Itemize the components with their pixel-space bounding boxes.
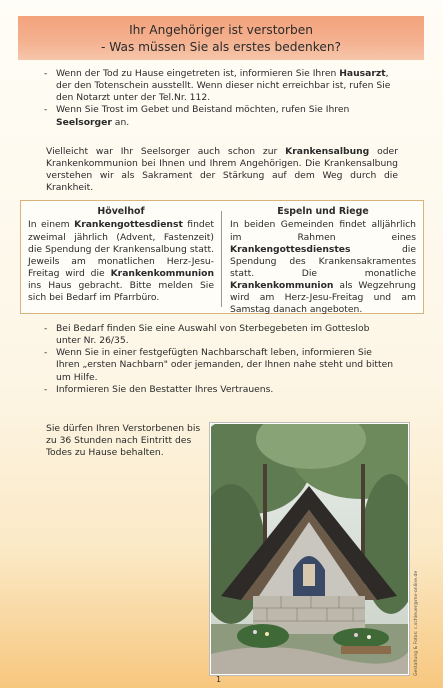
chapel-illustration: [211, 424, 408, 674]
parish-info-box: [20, 200, 424, 314]
list-item: - Informieren Sie den Bestatter Ihres Vertrauens.: [44, 384, 396, 396]
list-item: - Wenn Sie Trost im Gebet und Beistand möchten, rufen Sie Ihren Seelsorger an.: [44, 104, 396, 128]
chapel-photo: [210, 423, 409, 675]
keep-at-home-note: Sie dürfen Ihren Verstorbenen bis zu 36 Stunden nach Eintritt des Todes zu Hause behalten.: [46, 423, 201, 459]
list-item: - Wenn Sie in einer festgefügten Nachbarschaft leben, informieren Sie Ihren „ersten Nachbarn" oder jemanden, der Ihnen nahe steht und bitten um Hilfe.: [44, 347, 396, 383]
list-item: - Wenn der Tod zu Hause eingetreten ist, informieren Sie Ihren Hausarzt, der den Totenschein ausstellt. Wenn dieser nicht erreichbar ist, rufen Sie den Notarzt unter der Tel.Nr. 112.: [44, 68, 396, 104]
header-title-line2: - Was müssen Sie als erstes bedenken?: [100, 40, 342, 54]
instruction-list-2: [44, 323, 396, 396]
keyword-krankensalbung: Krankensalbung: [285, 146, 370, 157]
parish-title: Espeln und Riege: [277, 206, 369, 217]
page-number: 1: [216, 675, 222, 684]
photo-credit: Gestaltung & Fotos: c.schieuer@mv-online.de: [414, 570, 419, 676]
parish-hoevelhof: Hövelhof In einem Krankengottesdienst findet zweimal jährlich (Advent, Fastenzeit) die Spendung der Krankensalbung statt. Jeweils am monatlichen Herz-Jesu-Freitag wird die Krankenkommunion ins Haus gebracht. Bitte melden Sie sich bei Bedarf im Pfarrbüro.: [28, 206, 214, 304]
instruction-list-1: [44, 68, 396, 129]
list-item: - Bei Bedarf finden Sie eine Auswahl von Sterbegebeten im Gotteslob unter Nr. 26/35.: [44, 323, 396, 347]
column-divider: [221, 211, 222, 307]
parish-title: Hövelhof: [97, 206, 145, 217]
keyword-hausarzt: Hausarzt: [339, 68, 386, 79]
header-title-line1: Ihr Angehöriger ist verstorben: [129, 23, 313, 37]
intro-paragraph: Vielleicht war Ihr Seelsorger auch schon zur Krankensalbung oder Krankenkommunion bei Ihnen und Ihrem Angehörigen. Die Krankensalbung verstehen wir als Sakrament der Stärkung auf dem Weg durch die Krankheit.: [46, 146, 398, 194]
keyword-seelsorger: Seelsorger: [56, 116, 112, 128]
parish-espeln-riege: Espeln und Riege In beiden Gemeinden findet alljährlich im Rahmen eines Krankengottesdienstes die Spendung des Krankensakramentes statt. Die monatliche Krankenkommunion als Wegzehrung wird am Herz-Jesu-Freitag und am Samstag danach angeboten.: [230, 206, 416, 316]
page-header: [18, 16, 424, 60]
